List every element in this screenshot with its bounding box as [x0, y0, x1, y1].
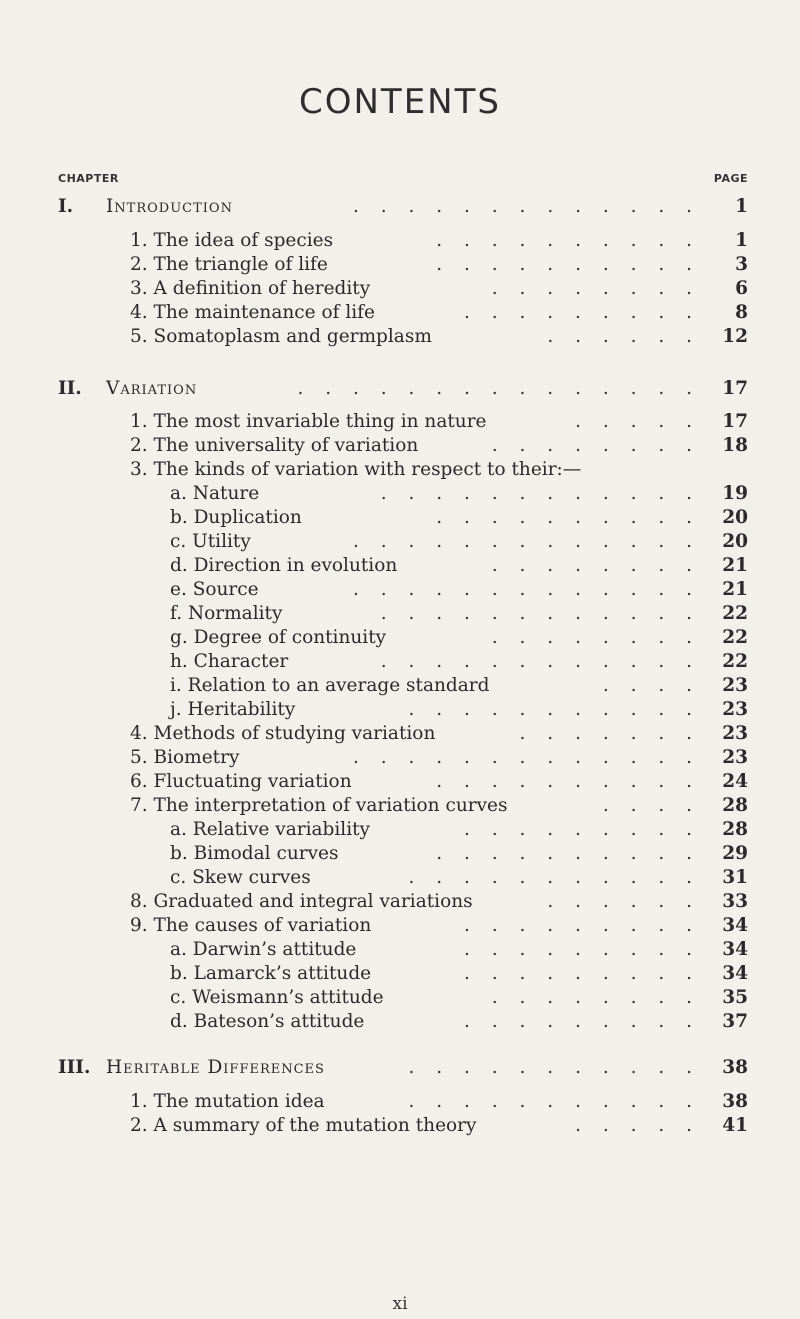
entry-title: 9. The causes of variation: [130, 915, 372, 936]
page-number: 38: [722, 1057, 748, 1078]
page-number: 28: [722, 819, 748, 840]
dot-leader: . . . . . . .: [519, 723, 700, 744]
dot-leader: . . . . . . . . . . . . . . .: [297, 378, 700, 399]
toc-entry[interactable]: [0, 721, 800, 747]
dot-leader: . . . . . . . . .: [464, 915, 700, 936]
toc-entry[interactable]: [0, 793, 800, 819]
page-number: 21: [722, 579, 748, 600]
page-number: 12: [722, 326, 748, 347]
entry-title: 1. The idea of species: [130, 230, 334, 251]
dot-leader: . . . .: [602, 795, 700, 816]
dot-leader: . . . . . . . . . . . .: [380, 603, 700, 624]
page-number: 23: [722, 699, 748, 720]
chapter-heading[interactable]: [0, 376, 800, 402]
page-number: 20: [722, 507, 748, 528]
page-number: 21: [722, 555, 748, 576]
chapter-title: Heritable Differences: [106, 1057, 325, 1078]
page-number: 34: [722, 963, 748, 984]
toc-subentry[interactable]: [0, 937, 800, 963]
dot-leader: . . . . . . . . . .: [436, 771, 700, 792]
dot-leader: . . . . . . . . . . .: [408, 867, 700, 888]
entry-title: 6. Fluctuating variation: [130, 771, 352, 792]
toc-entry[interactable]: [0, 769, 800, 795]
entry-title: 7. The interpretation of variation curves: [130, 795, 508, 816]
toc-entry[interactable]: [0, 252, 800, 278]
dot-leader: . . . . . . . . . . .: [408, 699, 700, 720]
dot-leader: . . . . . . . . . .: [436, 843, 700, 864]
entry-title: 4. Methods of studying variation: [130, 723, 436, 744]
entry-title: b. Bimodal curves: [170, 843, 339, 864]
toc-subentry[interactable]: [0, 817, 800, 843]
entry-title: 2. A summary of the mutation theory: [130, 1115, 477, 1136]
toc-entry[interactable]: [0, 433, 800, 459]
toc-subentry[interactable]: [0, 481, 800, 507]
toc-entry[interactable]: [0, 228, 800, 254]
entry-title: 8. Graduated and integral variations: [130, 891, 473, 912]
page-number: 29: [722, 843, 748, 864]
toc-subentry[interactable]: [0, 961, 800, 987]
page-number: 28: [722, 795, 748, 816]
page-number: 31: [722, 867, 748, 888]
page-number: 19: [722, 483, 748, 504]
dot-leader: . . . . . . . . . . . . .: [352, 531, 700, 552]
dot-leader: . . . . . . . . . . . .: [380, 651, 700, 672]
chapter-column-header: CHAPTER: [58, 172, 119, 185]
dot-leader: . . . . . . . .: [491, 627, 700, 648]
dot-leader: . . . . . . . . . . . . .: [352, 747, 700, 768]
toc-subentry[interactable]: [0, 985, 800, 1011]
toc-subentry[interactable]: [0, 697, 800, 723]
page-number: 34: [722, 915, 748, 936]
entry-title: 5. Biometry: [130, 747, 240, 768]
dot-leader: . . . . . . . . .: [464, 1011, 700, 1032]
toc-entry[interactable]: [0, 457, 800, 483]
page-number: 1: [735, 230, 748, 251]
entry-title: c. Skew curves: [170, 867, 311, 888]
page-column-header: PAGE: [713, 172, 748, 185]
toc-entry[interactable]: [0, 889, 800, 915]
toc-subentry[interactable]: [0, 1009, 800, 1035]
toc-entry[interactable]: [0, 913, 800, 939]
dot-leader: . . . . . . . . . . .: [408, 1091, 700, 1112]
dot-leader: . . . . .: [575, 411, 700, 432]
page-number: 38: [722, 1091, 748, 1112]
entry-title: a. Relative variability: [170, 819, 370, 840]
entry-title: a. Nature: [170, 483, 260, 504]
toc-subentry[interactable]: [0, 529, 800, 555]
dot-leader: . . . . . . . . .: [464, 819, 700, 840]
entry-title: 2. The triangle of life: [130, 254, 328, 275]
dot-leader: . . . . . . . .: [491, 278, 700, 299]
entry-title: 2. The universality of variation: [130, 435, 419, 456]
toc-entry[interactable]: [0, 300, 800, 326]
page-number: 22: [722, 651, 748, 672]
toc-entry[interactable]: [0, 745, 800, 771]
dot-leader: . . . . . . . . . .: [436, 507, 700, 528]
dot-leader: . . . . . . . .: [491, 435, 700, 456]
page-number: 23: [722, 723, 748, 744]
entry-title: 3. The kinds of variation with respect to their:—: [130, 459, 582, 480]
page-number: 34: [722, 939, 748, 960]
dot-leader: . . . . . . . . .: [464, 963, 700, 984]
entry-title: f. Normality: [170, 603, 283, 624]
page-number: 18: [722, 435, 748, 456]
toc-entry[interactable]: [0, 276, 800, 302]
page-number: 35: [722, 987, 748, 1008]
entry-title: i. Relation to an average standard: [170, 675, 490, 696]
dot-leader: . . . . . . . . .: [464, 302, 700, 323]
toc-subentry[interactable]: [0, 841, 800, 867]
toc-subentry[interactable]: [0, 649, 800, 675]
toc-subentry[interactable]: [0, 865, 800, 891]
page-number: 8: [735, 302, 748, 323]
chapter-heading[interactable]: [0, 194, 800, 220]
entry-title: c. Utility: [170, 531, 251, 552]
chapter-heading[interactable]: [0, 1055, 800, 1081]
entry-title: 5. Somatoplasm and germplasm: [130, 326, 432, 347]
toc-subentry[interactable]: [0, 601, 800, 627]
dot-leader: . . . . . . . . . .: [436, 230, 700, 251]
chapter-number: I.: [58, 196, 74, 217]
page-number: 41: [722, 1115, 748, 1136]
dot-leader: . . . . . . . . . . . .: [380, 483, 700, 504]
toc-subentry[interactable]: [0, 577, 800, 603]
entry-title: h. Character: [170, 651, 289, 672]
dot-leader: . . . . .: [575, 1115, 700, 1136]
dot-leader: . . . . . . . .: [491, 555, 700, 576]
toc-subentry[interactable]: [0, 673, 800, 699]
toc-subentry[interactable]: [0, 625, 800, 651]
entry-title: e. Source: [170, 579, 259, 600]
page-number: 20: [722, 531, 748, 552]
chapter-number: III.: [58, 1057, 91, 1078]
page-number: 17: [722, 378, 748, 399]
entry-title: c. Weismann’s attitude: [170, 987, 384, 1008]
dot-leader: . . . . . .: [547, 326, 700, 347]
dot-leader: . . . . . . . . . . . . .: [352, 579, 700, 600]
page-number: 37: [722, 1011, 748, 1032]
chapter-number: II.: [58, 378, 82, 399]
entry-title: a. Darwin’s attitude: [170, 939, 357, 960]
page-number: 6: [735, 278, 748, 299]
toc-entry[interactable]: [0, 409, 800, 435]
entry-title: 1. The mutation idea: [130, 1091, 325, 1112]
page-number: 33: [722, 891, 748, 912]
entry-title: b. Duplication: [170, 507, 302, 528]
page-number: 23: [722, 675, 748, 696]
entry-title: b. Lamarck’s attitude: [170, 963, 372, 984]
dot-leader: . . . . . . . . .: [464, 939, 700, 960]
dot-leader: . . . . . . . . . . . . .: [352, 196, 700, 217]
page-number: 23: [722, 747, 748, 768]
toc-entry[interactable]: [0, 1089, 800, 1115]
page-number: 1: [735, 196, 748, 217]
dot-leader: . . . .: [602, 675, 700, 696]
dot-leader: . . . . . . . . . . .: [408, 1057, 700, 1078]
page-number: 24: [722, 771, 748, 792]
entry-title: d. Direction in evolution: [170, 555, 398, 576]
toc-subentry[interactable]: [0, 553, 800, 579]
dot-leader: . . . . . . . .: [491, 987, 700, 1008]
dot-leader: . . . . . . . . . .: [436, 254, 700, 275]
entry-title: j. Heritability: [170, 699, 296, 720]
toc-entry[interactable]: [0, 324, 800, 350]
entry-title: g. Degree of continuity: [170, 627, 387, 648]
page-number: 3: [735, 254, 748, 275]
chapter-title: Variation: [106, 378, 198, 399]
entry-title: 4. The maintenance of life: [130, 302, 375, 323]
toc-subentry[interactable]: [0, 505, 800, 531]
page-folio: xi: [392, 1294, 408, 1314]
page-number: 22: [722, 627, 748, 648]
entry-title: 3. A definition of heredity: [130, 278, 371, 299]
toc-entry[interactable]: [0, 1113, 800, 1139]
chapter-title: Introduction: [106, 196, 233, 217]
entry-title: d. Bateson’s attitude: [170, 1011, 365, 1032]
page-number: 22: [722, 603, 748, 624]
dot-leader: . . . . . .: [547, 891, 700, 912]
page-number: 17: [722, 411, 748, 432]
entry-title: 1. The most invariable thing in nature: [130, 411, 487, 432]
page-title: CONTENTS: [299, 82, 501, 122]
